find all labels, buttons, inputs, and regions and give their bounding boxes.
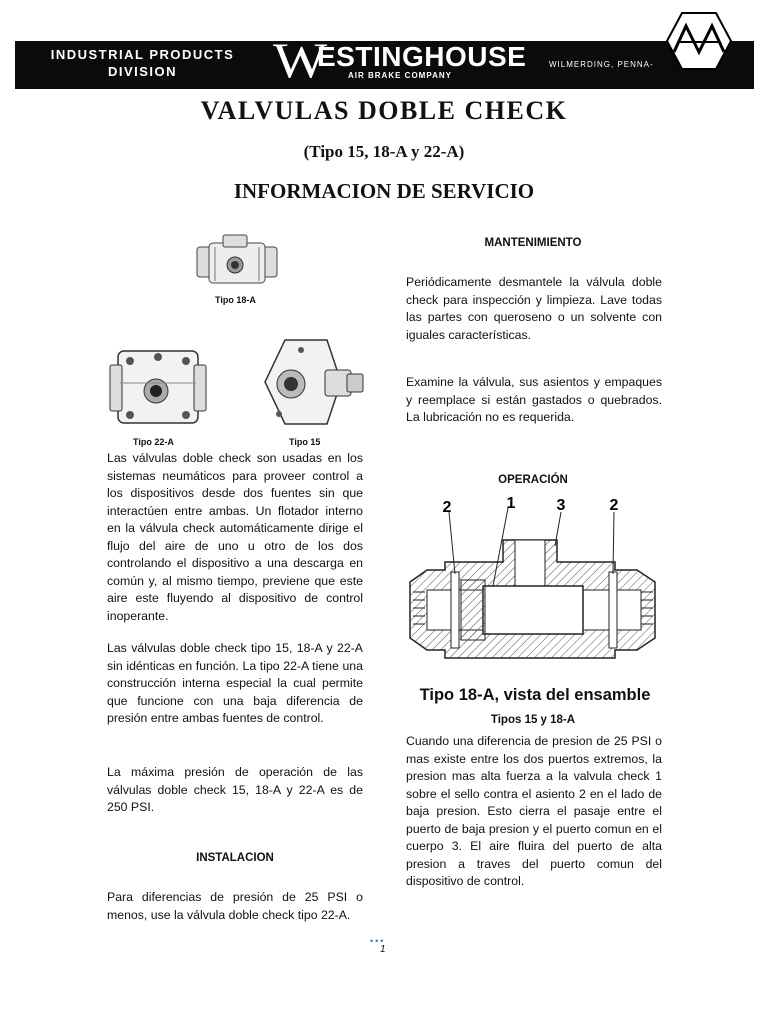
assembly-diagram xyxy=(405,490,663,676)
valve-18a-image xyxy=(195,233,280,293)
caption-tipo-18a: Tipo 18-A xyxy=(215,295,256,305)
pressure-paragraph: La máxima presión de operación de las válvulas doble check 15, 18-A y 22-A es de 250 PSI. xyxy=(107,765,363,814)
maintenance-paragraph-2: Examine la válvula, sus asientos y empaques y reemplace si están gastados o quebrados. La lubricación no es requerida. xyxy=(406,375,662,424)
operation-heading: OPERACIÓN xyxy=(498,474,568,486)
operation-paragraph: Cuando una diferencia de presion de 25 PSI o mas existe entre los dos puertos extremos, la presion mas alta fuerza a la valvula check 1 sobre el sello contra el asiento 2 en el lado de baja presion. Esto cierra el pasaje entre el puerto de baja presion y el puerto comun en el cuerpo 3. El aire fluira del puerto de alta presion a traves del puerto comun del dispositivo de control. xyxy=(406,734,662,888)
installation-paragraph: Para diferencias de presión de 25 PSI o menos, use la válvula doble check tipo 22-A. xyxy=(107,890,363,922)
tipos-heading: Tipos 15 y 18-A xyxy=(490,714,576,726)
maintenance-heading: MANTENIMIENTO xyxy=(484,237,582,249)
header-banner xyxy=(15,32,754,89)
page-number: 1 xyxy=(380,944,386,955)
diagram-caption: Tipo 18-A, vista del ensamble xyxy=(419,686,651,704)
brand-logo-w: W xyxy=(273,32,328,88)
division-line-2: DIVISION xyxy=(107,64,178,79)
intro-paragraph: Las válvulas doble check son usadas en los sistemas neumáticos para proveer control a los dispositivos desde dos fuentes sin que interactúen entre ambas. Un flotador interno en la válvula check automáticamente dirige el flujo del aire de uno u otro de los dos controlando el dispositivo a una descarga en común y, al mismo tiempo, previene que este aire este fluyendo al dispositivo de control inoperante. xyxy=(107,451,363,623)
caption-tipo-22a: Tipo 22-A xyxy=(133,437,174,447)
types-paragraph: Las válvulas doble check tipo 15, 18-A y 22-A sin idénticas en función. La tipo 22-A tiene una construcción interna especial la cual permite que funcione con una baja diferencia de presión entre ambas fuentes de control. xyxy=(107,641,363,725)
brand-logo xyxy=(273,32,541,88)
diagram-label-check-valve: 1 xyxy=(506,495,516,512)
diagram-label-seat-right: 2 xyxy=(609,497,619,514)
brand-logo-name: ESTINGHOUSE xyxy=(317,41,527,72)
document-subtitle: (Tipo 15, 18-A y 22-A) xyxy=(303,142,465,161)
brand-subtitle: AIR BRAKE COMPANY xyxy=(348,71,452,80)
section-title: INFORMACION DE SERVICIO xyxy=(233,179,535,203)
division-line-1: INDUSTRIAL PRODUCTS xyxy=(50,47,235,62)
diagram-label-seat-left: 2 xyxy=(442,499,452,516)
document-title: VALVULAS DOBLE CHECK xyxy=(200,96,568,125)
valve-22a-image xyxy=(108,343,208,433)
diagram-label-body: 3 xyxy=(556,497,566,514)
installation-heading: INSTALACION xyxy=(196,852,274,864)
page-dots-icon: ••• xyxy=(370,936,386,946)
division-label xyxy=(30,46,255,80)
valve-15-image xyxy=(255,332,367,432)
caption-tipo-15: Tipo 15 xyxy=(289,437,321,447)
city-label: WILMERDING, PENNA- xyxy=(549,60,654,69)
maintenance-paragraph-1: Periódicamente desmantele la válvula doble check para inspección y limpieza. Lave todas las partes con queroseno o un solvente con iguales características. xyxy=(406,275,662,342)
westinghouse-emblem-icon xyxy=(666,12,732,70)
